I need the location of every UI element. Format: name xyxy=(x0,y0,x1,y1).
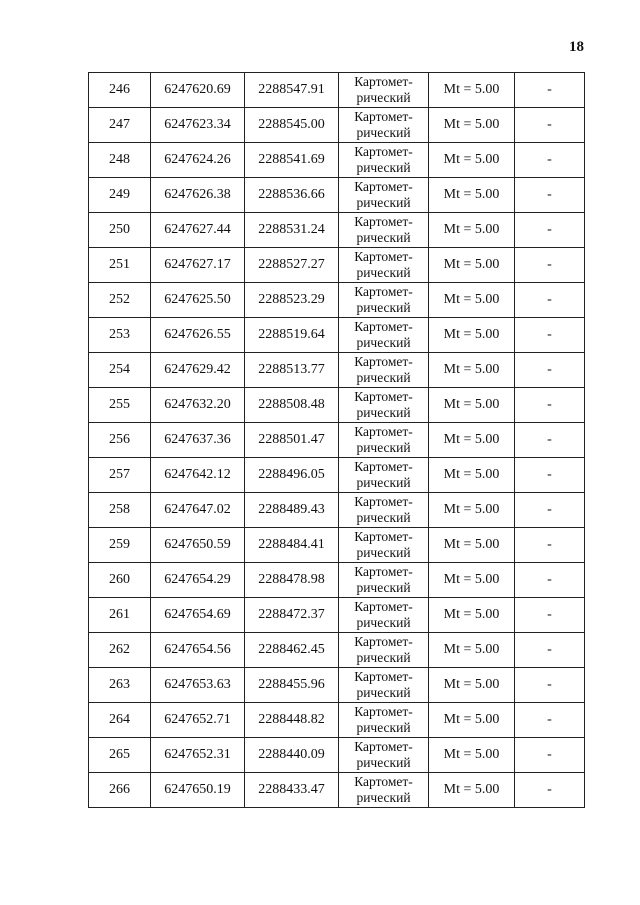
note-cell: - xyxy=(515,318,585,353)
y-coordinate-cell: 2288496.05 xyxy=(245,458,339,493)
method-line-1: Картомет- xyxy=(354,74,413,89)
y-coordinate-cell: 2288433.47 xyxy=(245,773,339,808)
method-line-2: рический xyxy=(356,685,411,700)
method-line-2: рический xyxy=(356,720,411,735)
x-coordinate-cell: 6247642.12 xyxy=(151,458,245,493)
table-row xyxy=(89,108,585,143)
y-coordinate-cell: 2288501.47 xyxy=(245,423,339,458)
note-cell: - xyxy=(515,388,585,423)
note-cell: - xyxy=(515,773,585,808)
note-cell: - xyxy=(515,598,585,633)
table-row xyxy=(89,423,585,458)
method-cell xyxy=(339,633,429,668)
method-line-2: рический xyxy=(356,335,411,350)
point-number-cell: 264 xyxy=(89,703,151,738)
x-coordinate-cell: 6247654.69 xyxy=(151,598,245,633)
note-cell: - xyxy=(515,178,585,213)
accuracy-cell: Mt = 5.00 xyxy=(429,143,515,178)
point-number-cell: 260 xyxy=(89,563,151,598)
method-line-1: Картомет- xyxy=(354,564,413,579)
accuracy-cell: Mt = 5.00 xyxy=(429,563,515,598)
page-number: 18 xyxy=(569,39,584,55)
accuracy-cell: Mt = 5.00 xyxy=(429,493,515,528)
accuracy-cell: Mt = 5.00 xyxy=(429,178,515,213)
accuracy-cell: Mt = 5.00 xyxy=(429,213,515,248)
accuracy-cell: Mt = 5.00 xyxy=(429,458,515,493)
table-row xyxy=(89,178,585,213)
note-cell: - xyxy=(515,353,585,388)
method-line-1: Картомет- xyxy=(354,494,413,509)
method-cell xyxy=(339,493,429,528)
note-cell: - xyxy=(515,143,585,178)
method-cell xyxy=(339,423,429,458)
x-coordinate-cell: 6247652.71 xyxy=(151,703,245,738)
accuracy-cell: Mt = 5.00 xyxy=(429,388,515,423)
x-coordinate-cell: 6247629.42 xyxy=(151,353,245,388)
y-coordinate-cell: 2288541.69 xyxy=(245,143,339,178)
method-cell xyxy=(339,283,429,318)
y-coordinate-cell: 2288547.91 xyxy=(245,73,339,108)
x-coordinate-cell: 6247654.29 xyxy=(151,563,245,598)
y-coordinate-cell: 2288527.27 xyxy=(245,248,339,283)
table-row xyxy=(89,143,585,178)
accuracy-cell: Mt = 5.00 xyxy=(429,773,515,808)
method-cell xyxy=(339,703,429,738)
method-line-2: рический xyxy=(356,125,411,140)
note-cell: - xyxy=(515,283,585,318)
note-cell: - xyxy=(515,108,585,143)
method-cell xyxy=(339,143,429,178)
method-cell xyxy=(339,178,429,213)
accuracy-cell: Mt = 5.00 xyxy=(429,248,515,283)
method-line-2: рический xyxy=(356,510,411,525)
table-row xyxy=(89,528,585,563)
y-coordinate-cell: 2288508.48 xyxy=(245,388,339,423)
method-line-2: рический xyxy=(356,545,411,560)
point-number-cell: 253 xyxy=(89,318,151,353)
x-coordinate-cell: 6247624.26 xyxy=(151,143,245,178)
note-cell: - xyxy=(515,563,585,598)
accuracy-cell: Mt = 5.00 xyxy=(429,423,515,458)
point-number-cell: 255 xyxy=(89,388,151,423)
table-row xyxy=(89,668,585,703)
x-coordinate-cell: 6247650.19 xyxy=(151,773,245,808)
x-coordinate-cell: 6247620.69 xyxy=(151,73,245,108)
table-row xyxy=(89,353,585,388)
note-cell: - xyxy=(515,528,585,563)
method-line-1: Картомет- xyxy=(354,599,413,614)
y-coordinate-cell: 2288536.66 xyxy=(245,178,339,213)
table-row xyxy=(89,73,585,108)
y-coordinate-cell: 2288448.82 xyxy=(245,703,339,738)
y-coordinate-cell: 2288440.09 xyxy=(245,738,339,773)
method-line-2: рический xyxy=(356,650,411,665)
x-coordinate-cell: 6247632.20 xyxy=(151,388,245,423)
method-cell xyxy=(339,388,429,423)
table-row xyxy=(89,318,585,353)
point-number-cell: 246 xyxy=(89,73,151,108)
point-number-cell: 263 xyxy=(89,668,151,703)
note-cell: - xyxy=(515,458,585,493)
table-row xyxy=(89,773,585,808)
accuracy-cell: Mt = 5.00 xyxy=(429,528,515,563)
method-line-2: рический xyxy=(356,440,411,455)
x-coordinate-cell: 6247626.55 xyxy=(151,318,245,353)
accuracy-cell: Mt = 5.00 xyxy=(429,633,515,668)
x-coordinate-cell: 6247627.44 xyxy=(151,213,245,248)
y-coordinate-cell: 2288478.98 xyxy=(245,563,339,598)
y-coordinate-cell: 2288513.77 xyxy=(245,353,339,388)
point-number-cell: 262 xyxy=(89,633,151,668)
method-line-2: рический xyxy=(356,580,411,595)
point-number-cell: 261 xyxy=(89,598,151,633)
method-line-2: рический xyxy=(356,265,411,280)
table-row xyxy=(89,493,585,528)
table-row xyxy=(89,213,585,248)
method-line-2: рический xyxy=(356,755,411,770)
y-coordinate-cell: 2288489.43 xyxy=(245,493,339,528)
accuracy-cell: Mt = 5.00 xyxy=(429,703,515,738)
note-cell: - xyxy=(515,703,585,738)
coordinates-table-body xyxy=(89,73,585,808)
method-line-2: рический xyxy=(356,230,411,245)
y-coordinate-cell: 2288455.96 xyxy=(245,668,339,703)
x-coordinate-cell: 6247652.31 xyxy=(151,738,245,773)
point-number-cell: 254 xyxy=(89,353,151,388)
y-coordinate-cell: 2288484.41 xyxy=(245,528,339,563)
y-coordinate-cell: 2288462.45 xyxy=(245,633,339,668)
point-number-cell: 256 xyxy=(89,423,151,458)
x-coordinate-cell: 6247654.56 xyxy=(151,633,245,668)
point-number-cell: 259 xyxy=(89,528,151,563)
method-line-1: Картомет- xyxy=(354,284,413,299)
accuracy-cell: Mt = 5.00 xyxy=(429,738,515,773)
y-coordinate-cell: 2288519.64 xyxy=(245,318,339,353)
accuracy-cell: Mt = 5.00 xyxy=(429,108,515,143)
accuracy-cell: Mt = 5.00 xyxy=(429,598,515,633)
method-cell xyxy=(339,318,429,353)
point-number-cell: 251 xyxy=(89,248,151,283)
method-cell xyxy=(339,773,429,808)
method-line-1: Картомет- xyxy=(354,179,413,194)
method-cell xyxy=(339,668,429,703)
method-cell xyxy=(339,248,429,283)
accuracy-cell: Mt = 5.00 xyxy=(429,283,515,318)
method-line-1: Картомет- xyxy=(354,774,413,789)
x-coordinate-cell: 6247647.02 xyxy=(151,493,245,528)
note-cell: - xyxy=(515,248,585,283)
x-coordinate-cell: 6247623.34 xyxy=(151,108,245,143)
method-line-2: рический xyxy=(356,160,411,175)
accuracy-cell: Mt = 5.00 xyxy=(429,668,515,703)
accuracy-cell: Mt = 5.00 xyxy=(429,318,515,353)
note-cell: - xyxy=(515,213,585,248)
method-cell xyxy=(339,563,429,598)
method-cell xyxy=(339,598,429,633)
point-number-cell: 266 xyxy=(89,773,151,808)
method-line-1: Картомет- xyxy=(354,529,413,544)
table-row xyxy=(89,633,585,668)
point-number-cell: 248 xyxy=(89,143,151,178)
method-line-1: Картомет- xyxy=(354,739,413,754)
method-cell xyxy=(339,108,429,143)
method-line-1: Картомет- xyxy=(354,634,413,649)
table-row xyxy=(89,283,585,318)
point-number-cell: 265 xyxy=(89,738,151,773)
method-line-2: рический xyxy=(356,405,411,420)
point-number-cell: 252 xyxy=(89,283,151,318)
table-row xyxy=(89,388,585,423)
method-cell xyxy=(339,458,429,493)
note-cell: - xyxy=(515,493,585,528)
method-line-1: Картомет- xyxy=(354,109,413,124)
table-row xyxy=(89,738,585,773)
table-row xyxy=(89,458,585,493)
method-cell xyxy=(339,528,429,563)
y-coordinate-cell: 2288531.24 xyxy=(245,213,339,248)
method-cell xyxy=(339,738,429,773)
x-coordinate-cell: 6247653.63 xyxy=(151,668,245,703)
accuracy-cell: Mt = 5.00 xyxy=(429,353,515,388)
x-coordinate-cell: 6247627.17 xyxy=(151,248,245,283)
method-line-1: Картомет- xyxy=(354,249,413,264)
point-number-cell: 250 xyxy=(89,213,151,248)
method-line-2: рический xyxy=(356,300,411,315)
note-cell: - xyxy=(515,73,585,108)
point-number-cell: 258 xyxy=(89,493,151,528)
x-coordinate-cell: 6247625.50 xyxy=(151,283,245,318)
table-row xyxy=(89,703,585,738)
method-cell xyxy=(339,213,429,248)
method-line-2: рический xyxy=(356,90,411,105)
x-coordinate-cell: 6247626.38 xyxy=(151,178,245,213)
method-line-1: Картомет- xyxy=(354,459,413,474)
accuracy-cell: Mt = 5.00 xyxy=(429,73,515,108)
method-line-1: Картомет- xyxy=(354,424,413,439)
method-line-1: Картомет- xyxy=(354,214,413,229)
table-row xyxy=(89,598,585,633)
point-number-cell: 247 xyxy=(89,108,151,143)
y-coordinate-cell: 2288545.00 xyxy=(245,108,339,143)
point-number-cell: 257 xyxy=(89,458,151,493)
point-number-cell: 249 xyxy=(89,178,151,213)
method-line-2: рический xyxy=(356,475,411,490)
note-cell: - xyxy=(515,668,585,703)
method-line-1: Картомет- xyxy=(354,319,413,334)
method-line-2: рический xyxy=(356,615,411,630)
y-coordinate-cell: 2288472.37 xyxy=(245,598,339,633)
table-row xyxy=(89,563,585,598)
method-cell xyxy=(339,353,429,388)
method-line-1: Картомет- xyxy=(354,389,413,404)
method-cell xyxy=(339,73,429,108)
method-line-2: рический xyxy=(356,370,411,385)
method-line-1: Картомет- xyxy=(354,354,413,369)
method-line-1: Картомет- xyxy=(354,704,413,719)
y-coordinate-cell: 2288523.29 xyxy=(245,283,339,318)
method-line-2: рический xyxy=(356,195,411,210)
note-cell: - xyxy=(515,633,585,668)
method-line-1: Картомет- xyxy=(354,144,413,159)
note-cell: - xyxy=(515,423,585,458)
x-coordinate-cell: 6247650.59 xyxy=(151,528,245,563)
note-cell: - xyxy=(515,738,585,773)
coordinates-table xyxy=(88,72,585,808)
method-line-1: Картомет- xyxy=(354,669,413,684)
method-line-2: рический xyxy=(356,790,411,805)
x-coordinate-cell: 6247637.36 xyxy=(151,423,245,458)
table-row xyxy=(89,248,585,283)
